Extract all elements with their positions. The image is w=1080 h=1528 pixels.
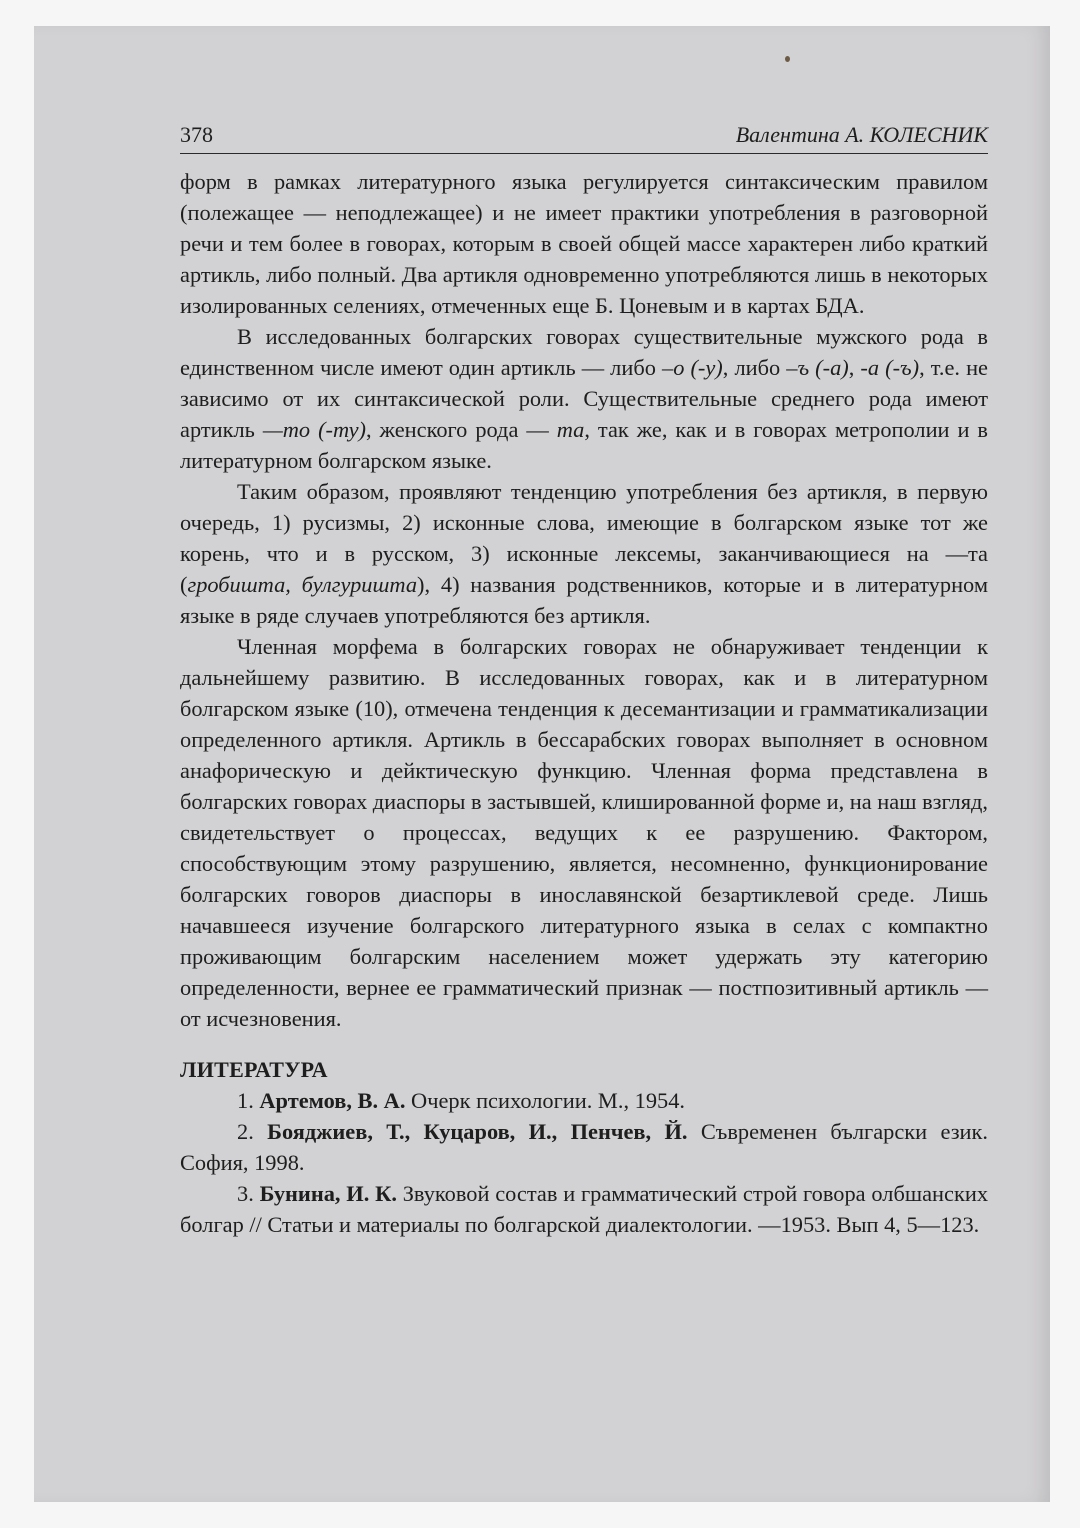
- p2-ending-o: –о (-у): [662, 355, 723, 380]
- p2-ending-yer: –ъ (-а): [786, 355, 849, 380]
- reference-text: Звуковой состав и грамматический строй говора олбшанских болгар // Статьи и материалы по болгарской диалектологии. —1953. Вып 4, 5—123.: [180, 1181, 989, 1237]
- header-rule: [180, 153, 988, 154]
- references-heading: ЛИТЕРАТУРА: [180, 1057, 328, 1082]
- reference-number: 2.: [237, 1119, 268, 1144]
- p2-ending-a: -а (-ъ): [860, 355, 920, 380]
- ink-speck: [785, 56, 790, 62]
- reference-author: Бояджиев, Т., Куцаров, И., Пенчев, Й.: [267, 1119, 688, 1144]
- p2-text-g: , т.е. не зависимо от их синтаксической роли. Существительные среднего рода имеют артикль: [180, 355, 988, 442]
- p2-text-a: В исследованных болгарских говорах существительные мужского рода в единственном числе имеют один артикль — либо: [180, 324, 988, 380]
- references-list: [180, 1085, 988, 1240]
- p2-text-i: , женского рода —: [366, 417, 557, 442]
- book-page: [34, 26, 1050, 1502]
- p2-ending-ta: та: [556, 417, 585, 442]
- paragraph-2: [180, 321, 988, 476]
- p3-text-a: Таким образом, проявляют тенденцию употребления без артикля, в первую очередь, 1) русизмы, 2) исконные слова, имеющие в болгарском языке тот же корень, что и в русском, 3) исконные лексемы, заканчивающиеся на —та (: [180, 479, 988, 597]
- reference-text: Съвременен български език. София, 1998.: [180, 1119, 988, 1175]
- p3-examples: гробишта, булгуришта: [187, 572, 418, 597]
- p2-text-e: ,: [848, 355, 861, 380]
- page-number: 378: [180, 122, 213, 147]
- reference-number: 3.: [237, 1181, 260, 1206]
- reference-text: Очерк психологии. М., 1954.: [405, 1088, 686, 1113]
- p3-text-c: ), 4) названия родственников, которые и в литературном языке в ряде случаев употребляются без артикля.: [180, 572, 988, 628]
- paragraph-1: форм в рамках литературного языка регулируется синтаксическим правилом (полежащее — неподлежащее) и не имеет практики употребления в разговорной речи и тем более в говорах, которым в своей общей массе характерен либо краткий артикль, либо полный. Два артикля одновременно употребляются лишь в некоторых изолированных селениях, отмеченных еще Б. Цоневым и в картах БДА.: [180, 169, 988, 318]
- reference-number: 1.: [237, 1088, 260, 1113]
- article-body: [180, 166, 988, 1034]
- reference-author: Бунина, И. К.: [259, 1181, 397, 1206]
- p2-text-c: , либо: [722, 355, 787, 380]
- paragraph-4: Членная морфема в болгарских говорах не обнаруживает тенденции к дальнейшему развитию. В исследованных говорах, как и в литературном болгарском языке (10), отмечена тенденция к десемантизации и грамматикализации определенного артикля. Артикль в бессарабских говорах выполняет в основном анафорическую и дейктическую функцию. Членная форма представлена в болгарских говорах диаспоры в застывшей, клишированной форме и, на наш взгляд, свидетельствует о процессах, ведущих к ее разрушению. Фактором, способствующим этому разрушению, является, несомненно, функционирование болгарских говоров диаспоры в инославянской безартиклевой среде. Лишь начавшееся изучение болгарского литературного языка в селах с компактно проживающим болгарским населением может удержать эту категорию определенности, вернее ее грамматический признак — постпозитивный артикль — от исчезновения.: [180, 634, 988, 1031]
- page-content: [180, 118, 988, 1240]
- running-head-author: Валентина А. КОЛЕСНИК: [735, 122, 988, 147]
- reference-item: [180, 1116, 988, 1178]
- running-head: [180, 118, 988, 152]
- reference-item: [180, 1178, 988, 1240]
- reference-author: Артемов, В. А.: [259, 1088, 406, 1113]
- p2-text-k: , так же, как и в говорах метрополии и в литературном болгарском языке.: [180, 417, 989, 473]
- paragraph-3: [180, 476, 988, 631]
- reference-item: [180, 1085, 988, 1116]
- p2-ending-to: —то (-ту): [262, 417, 366, 442]
